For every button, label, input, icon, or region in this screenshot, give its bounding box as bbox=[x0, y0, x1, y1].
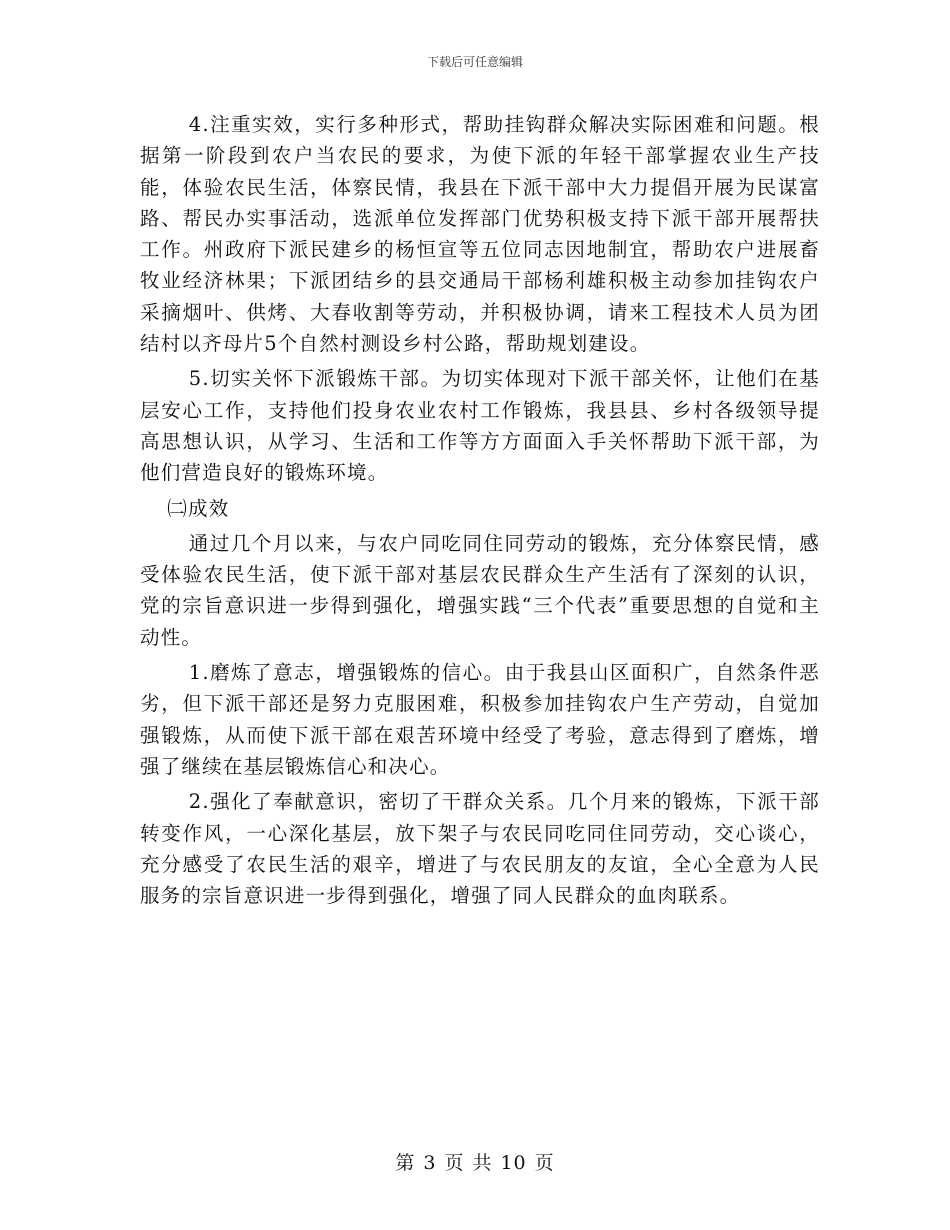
footer-current-page: 3 bbox=[423, 1152, 437, 1174]
header-note: 下载后可任意编辑 bbox=[426, 55, 523, 69]
paragraph-result-1: 1.磨炼了意志，增强锻炼的信心。由于我县山区面积广，自然条件恶劣，但下派干部还是努力克服困难，积极参加挂钩农户生产劳动，自觉加强锻炼，从而使下派干部在艰苦环境中经受了考验，意志得到了磨炼，增强了继续在基层锻炼信心和决心。 bbox=[140, 661, 820, 778]
paragraph-point-4: 4.注重实效，实行多种形式，帮助挂钩群众解决实际困难和问题。根据第一阶段到农户当农民的要求，为使下派的年轻干部掌握农业生产技能，体验农民生活，体察民情，我县在下派干部中大力提倡开展为民谋富路、帮民办实事活动，选派单位发挥部门优势积极支持下派干部开展帮扶工作。州政府下派民建乡的杨恒宣等五位同志因地制宜，帮助农户进展畜牧业经济林果；下派团结乡的县交通局干部杨利雄积极主动参加挂钩农户采摘烟叶、供烤、大春收割等劳动，并积极协调，请来工程技术人员为团结村以齐母片5个自然村测设乡村公路，帮助规划建设。 bbox=[140, 113, 820, 356]
paragraph-result-2: 2.强化了奉献意识，密切了干群众关系。几个月来的锻炼，下派干部转变作风，一心深化基层，放下架子与农民同吃同住同劳动，交心谈心，充分感受了农民生活的艰辛，增进了与农民朋友的友谊，全心全意为人民服务的宗旨意识进一步得到强化，增强了同人民群众的血肉联系。 bbox=[140, 790, 820, 908]
footer-prefix: 第 bbox=[395, 1152, 416, 1174]
footer-total-pages: 10 bbox=[500, 1152, 527, 1174]
footer-suffix: 页 bbox=[534, 1152, 555, 1174]
paragraph-results-intro: 通过几个月以来，与农户同吃同住同劳动的锻炼，充分体察民情，感受体验农民生活，使下派干部对基层农民群众生产生活有了深刻的认识，党的宗旨意识进一步得到强化，增强实践“三个代表”重要思想的自觉和主动性。 bbox=[140, 531, 820, 649]
footer-page-label: 页 bbox=[444, 1152, 465, 1174]
document-body bbox=[140, 109, 820, 915]
footer-total-label: 共 bbox=[472, 1152, 493, 1174]
section-heading-results: ㈡成效 bbox=[167, 496, 230, 520]
page-footer bbox=[0, 1148, 950, 1175]
paragraph-point-5: 5.切实关怀下派锻炼干部。为切实体现对下派干部关怀，让他们在基层安心工作，支持他们投身农业农村工作锻炼，我县县、乡村各级领导提高思想认识，从学习、生活和工作等方方面面入手关怀帮助下派干部，为他们营造良好的锻炼环境。 bbox=[140, 367, 820, 485]
